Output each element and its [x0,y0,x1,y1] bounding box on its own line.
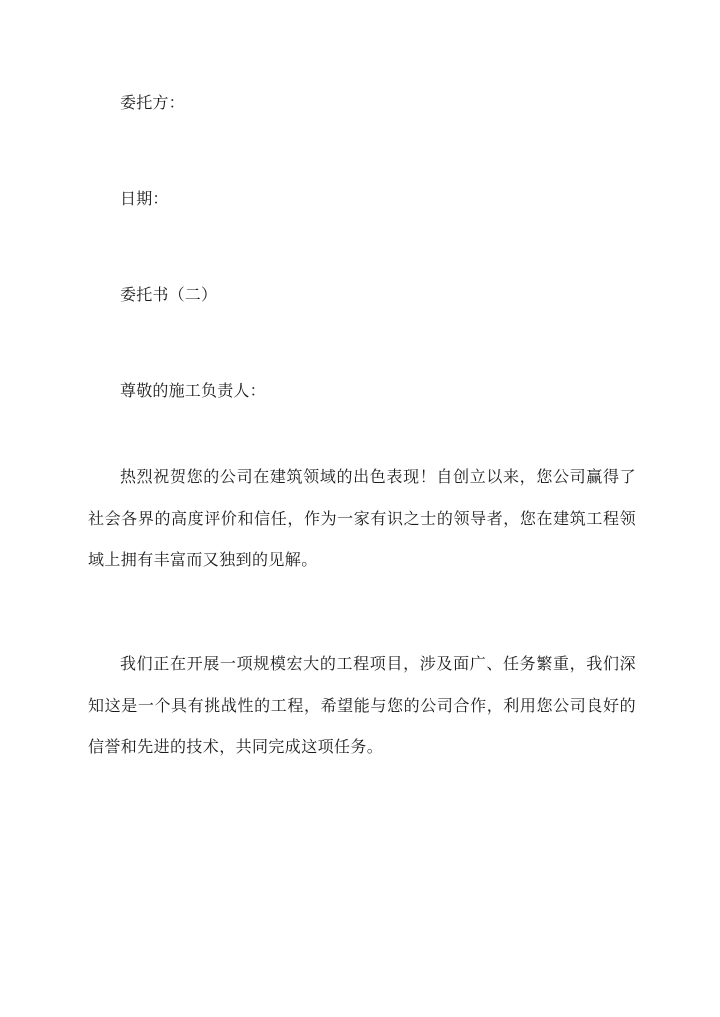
date-label: 日期： [120,189,169,208]
salutation: 尊敬的施工负责人： [120,381,266,400]
section-title: 委托书（二） [120,285,218,304]
body-paragraph-2: 我们正在开展一项规模宏大的工程项目，涉及面广、任务繁重，我们深知这是一个具有挑战性的工程，希望能与您的公司合作，利用您公司良好的信誉和先进的技术，共同完成这项任务。 [88,654,636,756]
body-paragraph-1: 热烈祝贺您的公司在建筑领域的出色表现！自创立以来，您公司赢得了社会各界的高度评价和信任，作为一家有识之士的领导者，您在建筑工程领域上拥有丰富而又独到的见解。 [88,467,636,569]
client-label: 委托方： [120,93,185,112]
